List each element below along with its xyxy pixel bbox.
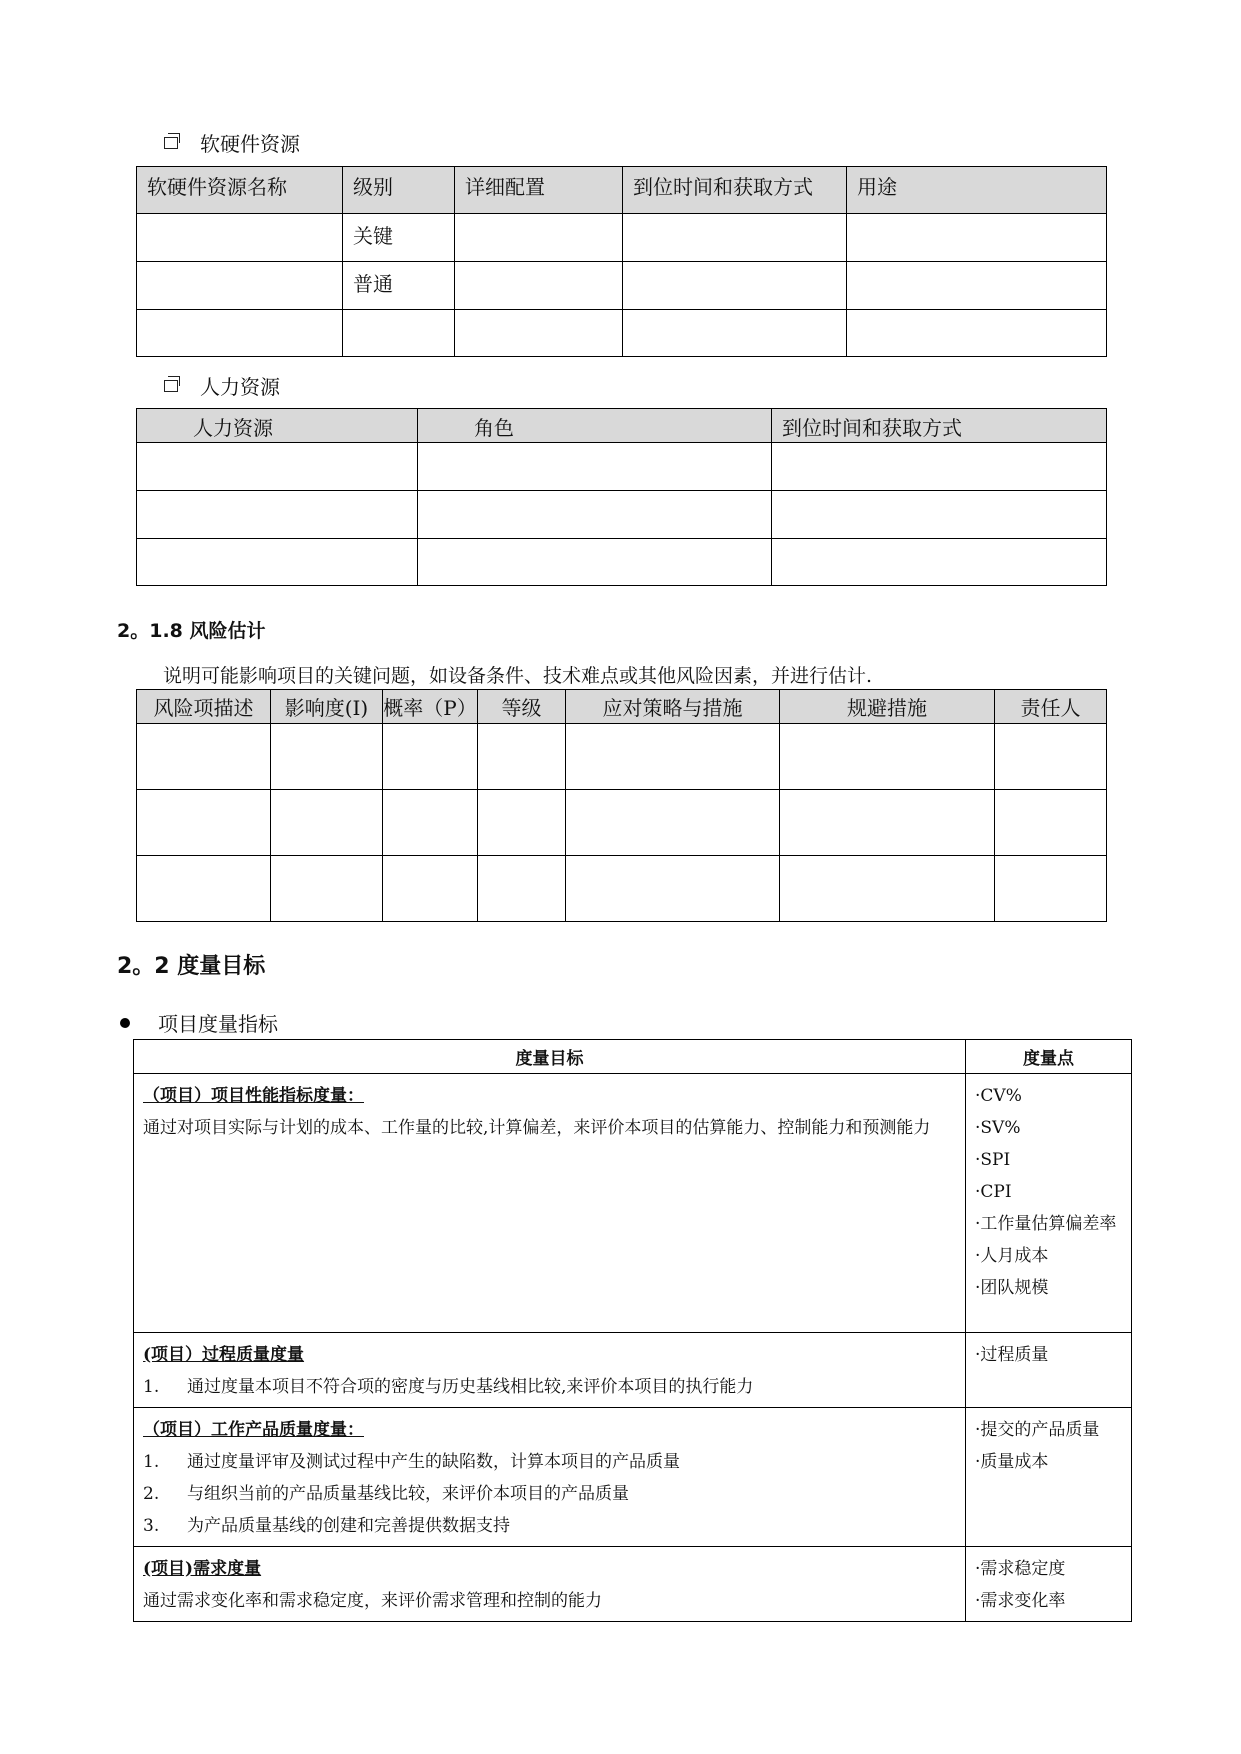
metric-title: （项目）工作产品质量度量： — [143, 1420, 364, 1440]
metric-title: （项目）项目性能指标度量： — [143, 1086, 364, 1106]
list-number: 2. — [143, 1484, 160, 1504]
bullet-dot-icon — [120, 1018, 130, 1028]
risk-table — [136, 689, 1107, 922]
metric-point: ·CPI — [975, 1182, 1012, 1202]
metric-point: ·工作量估算偏差率 — [975, 1214, 1117, 1234]
table-header-cell: 规避措施 — [780, 690, 995, 724]
hw-section-title: 软硬件资源 — [200, 132, 300, 156]
metric-point: ·人月成本 — [975, 1246, 1049, 1266]
metric-goal-cell — [134, 1547, 966, 1622]
metric-point: ·SV% — [975, 1118, 1021, 1138]
table-row — [137, 539, 1107, 586]
table-header-cell: 度量目标 — [134, 1040, 966, 1074]
table-row — [137, 856, 1107, 922]
table-header-cell: 角色 — [418, 409, 772, 443]
metric-description: 为产品质量基线的创建和完善提供数据支持 — [187, 1516, 510, 1536]
metric-title: (项目)需求度量 — [143, 1559, 262, 1579]
table-header-cell: 用途 — [847, 167, 1107, 214]
list-number: 1. — [143, 1452, 160, 1472]
table-header-cell: 到位时间和获取方式 — [623, 167, 847, 214]
risk-section-description: 说明可能影响项目的关键问题，如设备条件、技术难点或其他风险因素，并进行估计. — [163, 665, 873, 687]
metric-points-cell — [966, 1333, 1132, 1408]
metric-point: ·团队规模 — [975, 1278, 1049, 1298]
hw-resource-table — [136, 166, 1107, 357]
list-number: 1. — [143, 1377, 160, 1397]
table-header-cell: 风险项描述 — [137, 690, 271, 724]
table-header-cell: 影响度(I) — [271, 690, 383, 724]
metric-point: ·提交的产品质量 — [975, 1420, 1100, 1440]
metric-point: ·过程质量 — [975, 1345, 1049, 1365]
hr-resource-table — [136, 408, 1107, 586]
section-marker-icon — [164, 380, 178, 392]
metric-point: ·SPI — [975, 1150, 1011, 1170]
metric-title: (项目）过程质量度量 — [143, 1345, 305, 1365]
table-row — [137, 491, 1107, 539]
hw-section-heading — [164, 128, 300, 157]
table-header-cell: 应对策略与措施 — [566, 690, 780, 724]
table-header-row — [137, 409, 1107, 443]
metric-bullet — [120, 1008, 278, 1037]
metric-goal-cell — [134, 1333, 966, 1408]
metric-points-cell — [966, 1547, 1132, 1622]
hr-section-title: 人力资源 — [200, 375, 280, 399]
metric-goal-cell — [134, 1408, 966, 1547]
metric-table — [133, 1039, 1132, 1622]
table-header-cell: 概率（P） — [383, 690, 478, 724]
table-row — [137, 790, 1107, 856]
level-cell: 普通 — [343, 262, 455, 310]
section-marker-icon — [164, 137, 178, 149]
table-row — [134, 1074, 1132, 1333]
metric-point: ·需求稳定度 — [975, 1559, 1066, 1579]
table-row — [134, 1547, 1132, 1622]
metric-point: ·CV% — [975, 1086, 1022, 1106]
metric-points-cell — [966, 1074, 1132, 1333]
hr-section-heading — [164, 371, 280, 400]
table-row — [134, 1333, 1132, 1408]
list-number: 3. — [143, 1516, 160, 1536]
table-header-cell: 级别 — [343, 167, 455, 214]
table-header-cell: 等级 — [478, 690, 566, 724]
table-row — [134, 1408, 1132, 1547]
table-header-cell: 人力资源 — [137, 409, 418, 443]
metric-goal-cell — [134, 1074, 966, 1333]
metric-description: 与组织当前的产品质量基线比较，来评价本项目的产品质量 — [187, 1484, 629, 1504]
table-row — [137, 724, 1107, 790]
table-row — [137, 443, 1107, 491]
table-row — [137, 214, 1107, 262]
table-header-cell: 到位时间和获取方式 — [772, 409, 1107, 443]
table-header-cell: 详细配置 — [455, 167, 623, 214]
table-header-row — [134, 1040, 1132, 1074]
metric-bullet-label: 项目度量指标 — [158, 1012, 278, 1036]
metric-points-cell — [966, 1408, 1132, 1547]
metric-description: 通过对项目实际与计划的成本、工作量的比较,计算偏差，来评价本项目的估算能力、控制能力和预测能力 — [143, 1118, 931, 1138]
table-header-cell: 度量点 — [966, 1040, 1132, 1074]
metric-point: ·质量成本 — [975, 1452, 1049, 1472]
metric-section-title: 2。2 度量目标 — [117, 954, 266, 979]
level-cell: 关键 — [343, 214, 455, 262]
metric-description: 通过度量评审及测试过程中产生的缺陷数，计算本项目的产品质量 — [187, 1452, 680, 1472]
table-header-cell: 软硬件资源名称 — [137, 167, 343, 214]
metric-description: 通过需求变化率和需求稳定度，来评价需求管理和控制的能力 — [143, 1591, 602, 1611]
metric-point: ·需求变化率 — [975, 1591, 1066, 1611]
metric-description: 通过度量本项目不符合项的密度与历史基线相比较,来评价本项目的执行能力 — [187, 1377, 754, 1397]
table-header-row — [137, 690, 1107, 724]
table-header-cell: 责任人 — [995, 690, 1107, 724]
table-row — [137, 262, 1107, 310]
risk-section-title: 2。1.8 风险估计 — [117, 620, 266, 642]
table-row — [137, 310, 1107, 357]
table-header-row — [137, 167, 1107, 214]
